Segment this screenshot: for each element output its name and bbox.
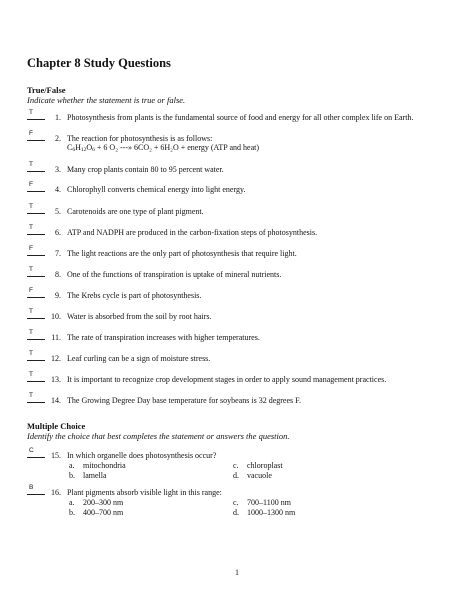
question-10 <box>27 308 467 332</box>
answer-mark: T <box>29 329 33 336</box>
choice-c[interactable]: c. chloroplast <box>233 461 283 470</box>
question-5 <box>27 203 467 227</box>
question-12 <box>27 350 467 374</box>
question-text: Carotenoids are one type of plant pigment. <box>67 207 204 216</box>
question-text: It is important to recognize crop development stages in order to apply sound management practices. <box>67 375 387 384</box>
photosynthesis-formula: $C_6H_{12}O_6 + 6$ O₂ ---» 6CO₂ + 6H₂O + energy (ATP and heat) <box>67 143 259 153</box>
answer-mark: F <box>29 245 33 252</box>
page-number: 1 <box>235 568 239 577</box>
question-number: 13. <box>51 375 61 384</box>
choice-d[interactable]: d. vacuole <box>233 471 272 480</box>
choice-a[interactable]: a. 200–300 nm <box>69 498 124 507</box>
answer-mark: T <box>29 371 33 378</box>
question-text: The light reactions are the only part of photosynthesis that require light. <box>67 249 297 258</box>
question-4 <box>27 181 467 205</box>
answer-mark: T <box>29 266 33 273</box>
question-number: 7. <box>55 249 61 258</box>
question-text: Photosynthesis from plants is the fundamental source of food and energy for all other complex life on Earth. <box>67 113 414 122</box>
question-text: Chlorophyll converts chemical energy into light energy. <box>67 185 246 194</box>
answer-mark: C <box>29 447 34 454</box>
page-title: Chapter 8 Study Questions <box>27 56 171 70</box>
question-1 <box>27 109 467 133</box>
question-number: 5. <box>55 207 61 216</box>
answer-mark: B <box>29 484 34 491</box>
answer-blank[interactable] <box>27 329 47 345</box>
question-number: 16. <box>51 488 61 497</box>
question-8 <box>27 266 467 290</box>
answer-blank[interactable] <box>27 130 47 146</box>
choice-a[interactable]: a. mitochondria <box>69 461 126 470</box>
choice-c[interactable]: c. 700–1100 nm <box>233 498 291 507</box>
question-number: 10. <box>51 312 61 321</box>
question-number: 9. <box>55 291 61 300</box>
answer-blank[interactable] <box>27 203 47 219</box>
question-number: 14. <box>51 396 61 405</box>
question-11 <box>27 329 467 353</box>
question-number: 3. <box>55 165 61 174</box>
answer-blank[interactable] <box>27 371 47 387</box>
answer-mark: T <box>29 392 33 399</box>
question-text: The rate of transpiration increases with higher temperatures. <box>67 333 260 342</box>
question-text: The reaction for photosynthesis is as follows: <box>67 134 213 143</box>
answer-mark: F <box>29 130 33 137</box>
question-text: In which organelle does photosynthesis occur? <box>67 451 217 460</box>
formula-tail: + 6 O₂ ---» 6CO₂ + 6H₂O + energy (ATP and heat) <box>94 143 259 152</box>
question-text: ATP and NADPH are produced in the carbon-fixation steps of photosynthesis. <box>67 228 318 237</box>
question-number: 12. <box>51 354 61 363</box>
question-text: Leaf curling can be a sign of moisture stress. <box>67 354 211 363</box>
answer-mark: T <box>29 224 33 231</box>
choice-d[interactable]: d. 1000–1300 nm <box>233 508 296 517</box>
choice-b[interactable]: b. 400–700 nm <box>69 508 124 517</box>
mc-heading: Multiple Choice <box>27 421 86 431</box>
question-number: 11. <box>51 333 61 342</box>
question-text: Plant pigments absorb visible light in this range: <box>67 488 222 497</box>
answer-mark: T <box>29 308 33 315</box>
answer-mark: T <box>29 203 33 210</box>
answer-blank[interactable] <box>27 350 47 366</box>
question-7 <box>27 245 467 269</box>
question-text: The Growing Degree Day base temperature for soybeans is 32 degrees F. <box>67 396 301 405</box>
answer-mark: T <box>29 161 33 168</box>
answer-blank[interactable] <box>27 392 47 408</box>
question-number: 6. <box>55 228 61 237</box>
tf-heading: True/False <box>27 85 66 95</box>
question-3 <box>27 161 467 185</box>
question-number: 15. <box>51 451 61 460</box>
question-2 <box>27 130 467 154</box>
question-text: The Krebs cycle is part of photosynthesis. <box>67 291 202 300</box>
question-text: Water is absorbed from the soil by root hairs. <box>67 312 212 321</box>
question-number: 2. <box>55 134 61 143</box>
answer-blank[interactable] <box>27 266 47 282</box>
answer-mark: T <box>29 109 33 116</box>
question-9 <box>27 287 467 311</box>
choice-b[interactable]: b. lamella <box>69 471 107 480</box>
question-6 <box>27 224 467 248</box>
answer-blank[interactable] <box>27 245 47 261</box>
question-number: 4. <box>55 185 61 194</box>
question-14 <box>27 392 467 416</box>
question-13 <box>27 371 467 395</box>
answer-mark: T <box>29 350 33 357</box>
answer-blank[interactable] <box>27 287 47 303</box>
answer-blank[interactable] <box>27 161 47 177</box>
answer-mark: F <box>29 287 33 294</box>
question-text: One of the functions of transpiration is uptake of mineral nutrients. <box>67 270 282 279</box>
question-number: 1. <box>55 113 61 122</box>
answer-blank[interactable] <box>27 224 47 240</box>
answer-blank[interactable] <box>27 484 47 500</box>
answer-blank[interactable] <box>27 181 47 197</box>
question-text: Many crop plants contain 80 to 95 percent water. <box>67 165 224 174</box>
answer-blank[interactable] <box>27 447 47 463</box>
answer-mark: F <box>29 181 33 188</box>
question-number: 8. <box>55 270 61 279</box>
tf-instruction: Indicate whether the statement is true or false. <box>27 95 186 105</box>
answer-blank[interactable] <box>27 308 47 324</box>
answer-blank[interactable] <box>27 109 47 125</box>
mc-instruction: Identify the choice that best completes the statement or answers the question. <box>27 431 290 441</box>
